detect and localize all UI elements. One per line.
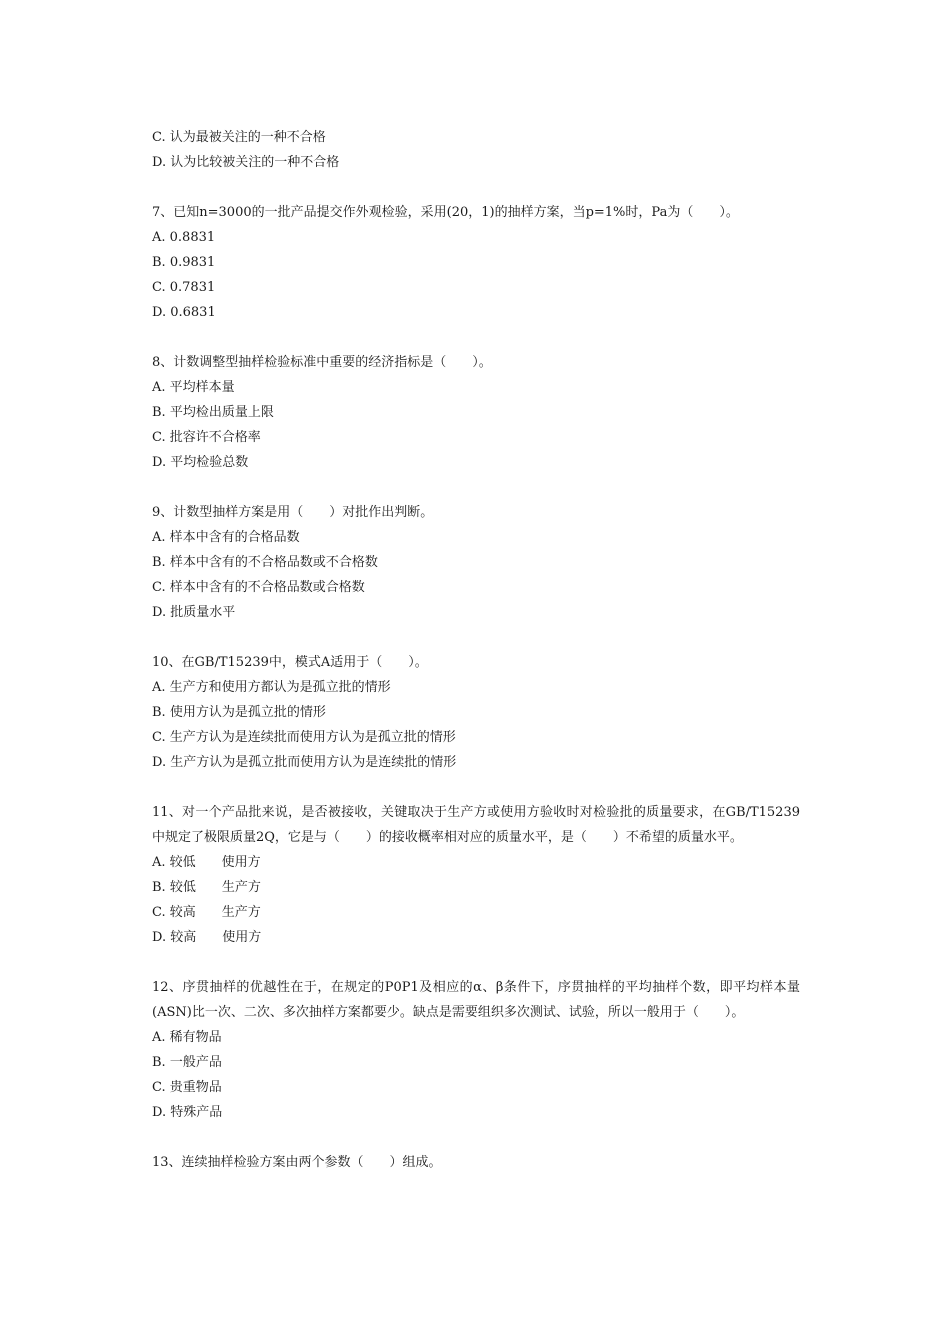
option-line: B. 较低 生产方 [152, 880, 261, 895]
question-block-10 [152, 650, 800, 775]
question-stem: 13、连续抽样检验方案由两个参数（ ）组成。 [152, 1155, 442, 1170]
question-block-7 [152, 200, 800, 325]
option-line: B. 一般产品 [152, 1055, 222, 1070]
option-line: C. 样本中含有的不合格品数或合格数 [152, 580, 365, 595]
option-line: D. 特殊产品 [152, 1105, 223, 1120]
option-line: C. 批容许不合格率 [152, 430, 261, 445]
option-line: D. 较高 使用方 [152, 930, 262, 945]
spacer [152, 1125, 800, 1150]
spacer [152, 775, 800, 800]
spacer [152, 625, 800, 650]
spacer [152, 175, 800, 200]
spacer [152, 475, 800, 500]
option-line: C. 0.7831 [152, 280, 216, 295]
option-line: A. 生产方和使用方都认为是孤立批的情形 [152, 680, 391, 695]
question-block-12 [152, 975, 800, 1125]
question-block-9 [152, 500, 800, 625]
question-stem: 7、已知n=3000的一批产品提交作外观检验，采用(20，1)的抽样方案，当p=1%时，Pa为（ ）。 [152, 205, 739, 220]
option-line: C. 认为最被关注的一种不合格 [152, 130, 326, 145]
option-line: C. 贵重物品 [152, 1080, 222, 1095]
option-line: B. 0.9831 [152, 255, 216, 270]
option-line: C. 较高 生产方 [152, 905, 261, 920]
option-line: D. 批质量水平 [152, 605, 236, 620]
option-line: D. 0.6831 [152, 305, 216, 320]
option-line: C. 生产方认为是连续批而使用方认为是孤立批的情形 [152, 730, 456, 745]
question-block-11 [152, 800, 800, 950]
option-line: D. 生产方认为是孤立批而使用方认为是连续批的情形 [152, 755, 457, 770]
spacer [152, 950, 800, 975]
question-stem: 12、序贯抽样的优越性在于，在规定的P0P1及相应的α、β条件下，序贯抽样的平均抽样个数，即平均样本量(ASN)比一次、二次、多次抽样方案都要少。缺点是需要组织多次测试、试验，所以一般用于（ ）。 [152, 980, 800, 1020]
option-line: B. 平均检出质量上限 [152, 405, 274, 420]
option-line: D. 认为比较被关注的一种不合格 [152, 155, 340, 170]
option-line: A. 稀有物品 [152, 1030, 222, 1045]
option-line: D. 平均检验总数 [152, 455, 249, 470]
question-stem: 8、计数调整型抽样检验标准中重要的经济指标是（ ）。 [152, 355, 492, 370]
question-stem: 9、计数型抽样方案是用（ ）对批作出判断。 [152, 505, 434, 520]
option-line: B. 样本中含有的不合格品数或不合格数 [152, 555, 378, 570]
question-stem: 10、在GB/T15239中，模式A适用于（ ）。 [152, 655, 428, 670]
option-line: A. 样本中含有的合格品数 [152, 530, 300, 545]
option-line: B. 使用方认为是孤立批的情形 [152, 705, 326, 720]
option-line: A. 平均样本量 [152, 380, 235, 395]
question-stem: 11、对一个产品批来说，是否被接收，关键取决于生产方或使用方验收时对检验批的质量要求，在GB/T15239中规定了极限质量2Q，它是与（ ）的接收概率相对应的质量水平，是（ ）不希望的质量水平。 [152, 805, 800, 845]
option-line: A. 0.8831 [152, 230, 216, 245]
spacer [152, 325, 800, 350]
question-block-8 [152, 350, 800, 475]
question-block-13 [152, 1150, 800, 1175]
question-content [152, 125, 800, 1175]
option-line: A. 较低 使用方 [152, 855, 261, 870]
